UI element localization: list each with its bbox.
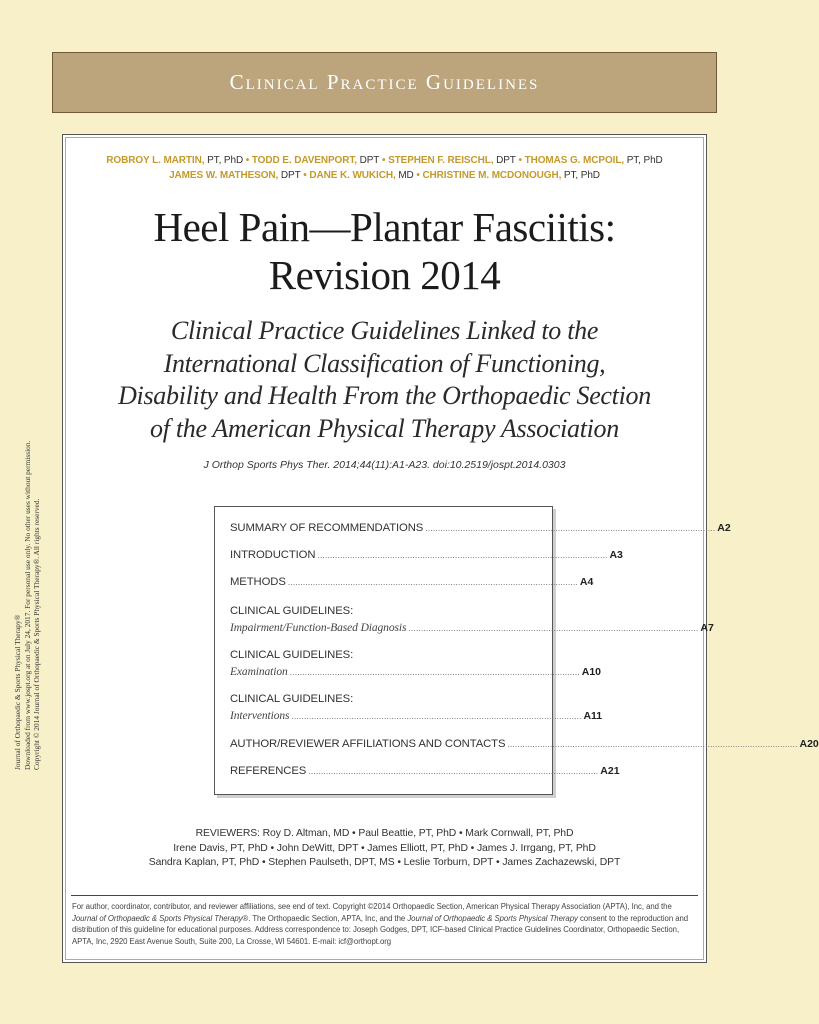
footer-journal: Journal of Orthopaedic & Sports Physical Therapy bbox=[72, 913, 243, 923]
toc-leader: .................................................................................................................... bbox=[291, 711, 582, 721]
toc-label: Impairment/Function-Based Diagnosis bbox=[230, 622, 407, 634]
toc-label: METHODS bbox=[230, 576, 286, 588]
toc-page: A3 bbox=[609, 549, 623, 561]
author-separator: • bbox=[413, 169, 423, 181]
author-list bbox=[63, 154, 706, 183]
toc-leader: .................................................................................................................... bbox=[507, 739, 798, 749]
toc-leader: .................................................................................................................... bbox=[287, 577, 578, 587]
author-name: STEPHEN F. REISCHL, bbox=[388, 155, 494, 166]
author-credentials: DPT bbox=[356, 155, 380, 166]
author-credentials: PT, PhD bbox=[204, 155, 244, 166]
author-credentials: PT, PhD bbox=[624, 155, 663, 166]
author-name: THOMAS G. MCPOIL, bbox=[524, 155, 625, 166]
toc-entry[interactable] bbox=[230, 546, 623, 573]
author-credentials: DPT bbox=[278, 169, 301, 181]
toc-page: A11 bbox=[583, 710, 603, 722]
reviewers-line-2: Irene Davis, PT, PhD • John DeWitt, DPT • James Elliott, PT, PhD • James J. Irrgang, PT, PhD bbox=[173, 842, 596, 854]
toc-leader: .................................................................................................................... bbox=[317, 550, 608, 560]
author-name: TODD E. DAVENPORT, bbox=[251, 155, 357, 166]
author-line-1 bbox=[63, 154, 706, 169]
toc-label: SUMMARY OF RECOMMENDATIONS bbox=[230, 522, 424, 534]
footer-note bbox=[72, 901, 697, 948]
side-note-line: Journal of Orthopaedic & Sports Physical Therapy® bbox=[12, 614, 22, 770]
reviewers bbox=[63, 827, 706, 871]
toc-page: A10 bbox=[581, 666, 601, 678]
subtitle-line-2: International Classification of Functioning, bbox=[163, 348, 606, 378]
author-line-2 bbox=[63, 169, 706, 184]
title-line-1: Heel Pain—Plantar Fasciitis: bbox=[153, 204, 616, 250]
author-name: JAMES W. MATHESON, bbox=[169, 169, 279, 181]
table-of-contents bbox=[214, 506, 819, 795]
reviewers-line-1: REVIEWERS: Roy D. Altman, MD • Paul Beattie, PT, PhD • Mark Cornwall, PT, PhD bbox=[195, 828, 574, 839]
side-note-line: Downloaded from www.jospt.org at on July 24, 2017. For personal use only. No other uses without permission. bbox=[22, 440, 32, 770]
title-line-2: Revision 2014 bbox=[268, 252, 501, 298]
footer-text: For author, coordinator, contributor, and reviewer affiliations, see end of text. Copyright ©2014 Orthopaedic Section, American Physical Therapy Association (APTA), Inc, and the bbox=[72, 902, 672, 911]
author-credentials: PT, PhD bbox=[561, 169, 600, 181]
toc-page: A4 bbox=[579, 576, 594, 588]
subtitle-line-4: of the American Physical Therapy Association bbox=[150, 413, 619, 443]
author-name: CHRISTINE M. MCDONOUGH, bbox=[422, 169, 562, 181]
toc-page: A2 bbox=[717, 522, 731, 534]
author-credentials: MD bbox=[395, 169, 414, 181]
author-separator: • bbox=[300, 169, 310, 181]
author-name: ROBROY L. MARTIN, bbox=[106, 155, 205, 166]
subtitle-line-3: Disability and Health From the Orthopaedic Section bbox=[118, 381, 651, 410]
footer-text: ®. The Orthopaedic Section, APTA, Inc, and the bbox=[242, 913, 408, 923]
toc-heading: CLINICAL GUIDELINES: bbox=[230, 649, 354, 661]
author-separator: • bbox=[515, 155, 525, 166]
author-separator: • bbox=[243, 155, 252, 166]
reviewers-line-3: Sandra Kaplan, PT, PhD • Stephen Paulseth, DPT, MS • Leslie Torburn, DPT • James Zachazewski, DPT bbox=[148, 857, 621, 868]
toc-entry[interactable] bbox=[230, 647, 601, 691]
author-credentials: DPT bbox=[493, 155, 516, 166]
toc-leader: .................................................................................................................... bbox=[425, 523, 716, 533]
citation: J Orthop Sports Phys Ther. 2014;44(11):A1-A23. doi:10.2519/jospt.2014.0303 bbox=[203, 459, 566, 471]
toc-label: Examination bbox=[230, 666, 288, 678]
side-copyright-note bbox=[4, 346, 50, 770]
toc-leader: .................................................................................................................... bbox=[308, 766, 599, 776]
footer-divider bbox=[71, 895, 698, 896]
author-name: DANE K. WUKICH, bbox=[309, 169, 396, 181]
footer-text: consent to the reproduction and distribution of this guideline for educational purposes. Address correspondence to: Joseph Godges, DPT, ICF-based Clinical Practice Guidelines Coordinator, Orthopaedic Section, APTA, Inc, 2920 East Avenue South, Suite 200, La Crosse, WI 54601. E-mail: icf@orthopt.org bbox=[72, 913, 689, 947]
toc-page: A20 bbox=[799, 738, 819, 750]
toc-entry[interactable] bbox=[230, 603, 714, 647]
toc-entry[interactable] bbox=[230, 691, 603, 735]
article-subtitle bbox=[63, 315, 706, 445]
section-banner bbox=[52, 52, 717, 113]
toc-heading: CLINICAL GUIDELINES: bbox=[230, 693, 354, 705]
toc-label: INTRODUCTION bbox=[230, 549, 316, 561]
toc-label: AUTHOR/REVIEWER AFFILIATIONS AND CONTACTS bbox=[230, 738, 506, 750]
toc-page: A7 bbox=[700, 622, 714, 634]
toc-entry[interactable] bbox=[230, 573, 594, 603]
banner-title: Clinical Practice Guidelines bbox=[229, 70, 540, 94]
footer-journal: Journal of Orthopaedic & Sports Physical Therapy bbox=[407, 913, 578, 923]
author-separator: • bbox=[379, 155, 389, 166]
toc-page: A21 bbox=[600, 765, 620, 777]
toc-label: Interventions bbox=[230, 710, 290, 722]
cover-frame bbox=[62, 134, 819, 963]
side-note-line: Copyright © 2014 Journal of Orthopaedic & Sports Physical Therapy®. All rights reserved. bbox=[31, 498, 41, 770]
toc-entry[interactable] bbox=[230, 762, 620, 789]
article-title bbox=[63, 203, 706, 299]
toc-leader: .................................................................................................................... bbox=[408, 623, 699, 633]
toc-heading: CLINICAL GUIDELINES: bbox=[230, 605, 354, 617]
subtitle-line-1: Clinical Practice Guidelines Linked to the bbox=[170, 316, 599, 345]
toc-label: REFERENCES bbox=[230, 765, 307, 777]
toc-leader: .................................................................................................................... bbox=[289, 667, 580, 677]
toc-entry[interactable] bbox=[230, 519, 731, 546]
toc-entry[interactable] bbox=[230, 735, 819, 762]
